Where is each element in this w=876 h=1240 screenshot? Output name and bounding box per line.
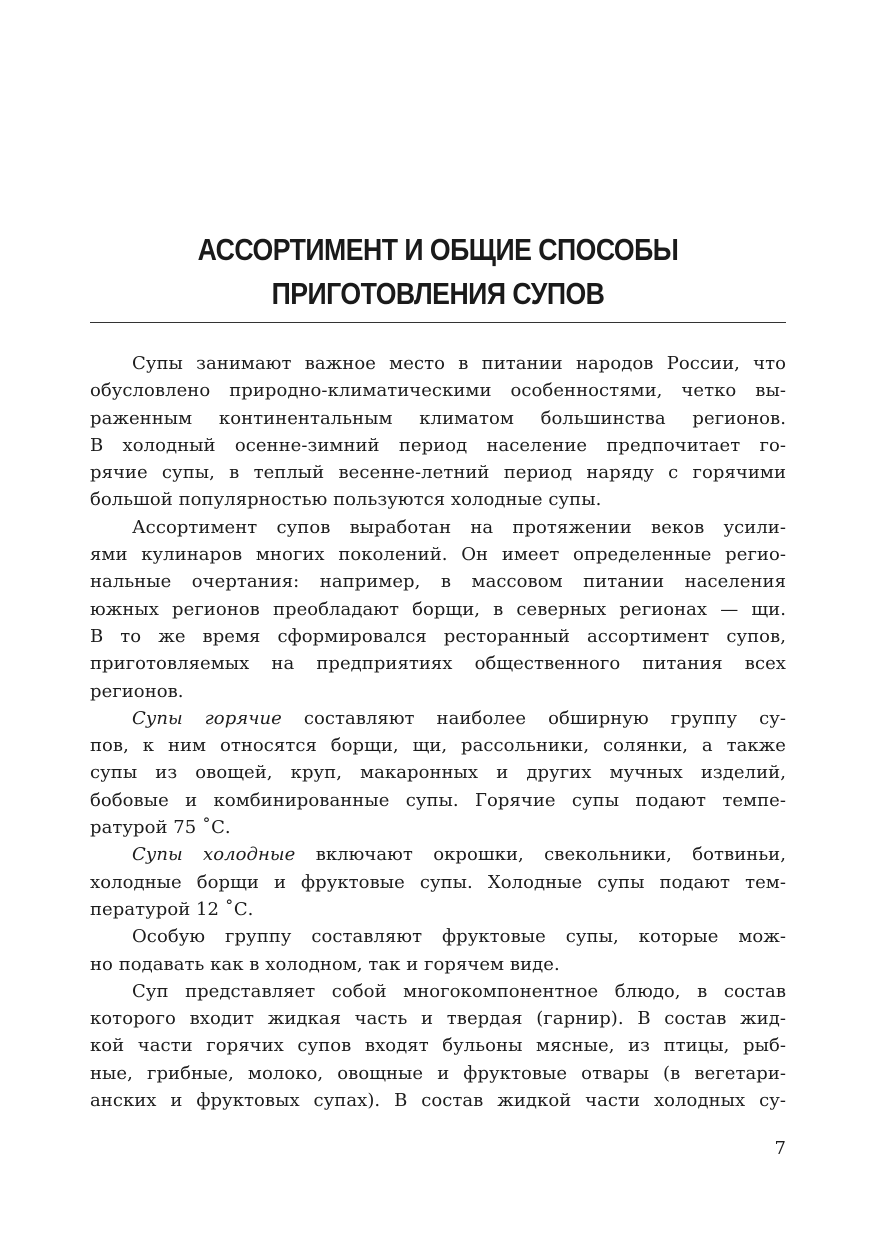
text-line: раженным континентальным климатом большинства регионов. (90, 407, 786, 429)
paragraph-5 (90, 923, 786, 978)
chapter-title-line-2: ПРИГОТОВЛЕНИЯ СУПОВ (271, 276, 605, 311)
text-line: обусловлено природно-климатическими особенностями, четко вы- (90, 380, 786, 402)
paragraph-2 (90, 514, 786, 705)
text-line: Ассортимент супов выработан на протяжении веков усили- (132, 516, 786, 538)
text-line: пературой 12 ˚С. (90, 898, 254, 920)
text-line: которого входит жидкая часть и твердая (гарнир). В состав жид- (90, 1008, 786, 1030)
text-line: Суп представляет собой многокомпонентное блюдо, в состав (132, 980, 786, 1002)
text-line: регионов. (90, 680, 184, 702)
text-line: ями кулинаров многих поколений. Он имеет определенные регио- (90, 544, 786, 566)
text-line (90, 705, 786, 732)
text-line (90, 841, 786, 868)
text-line: приготовляемых на предприятиях общественного питания всех (90, 653, 786, 675)
text-line: Особую группу составляют фруктовые супы, которые мож- (132, 926, 786, 948)
text-fragment: включают окрошки, свекольники, ботвиньи, (295, 844, 787, 866)
paragraph-6 (90, 978, 786, 1114)
chapter-title-line-1: АССОРТИМЕНТ И ОБЩИЕ СПОСОБЫ (197, 232, 679, 267)
text-fragment: составляют наиболее обширную группу су- (281, 707, 786, 729)
italic-term: Супы горячие (132, 707, 282, 729)
text-line: ные, грибные, молоко, овощные и фруктовые отвары (в вегетари- (90, 1062, 786, 1084)
text-line: В то же время сформировался ресторанный ассортимент супов, (90, 625, 786, 647)
paragraph-4 (90, 841, 786, 923)
italic-term: Супы холодные (132, 844, 296, 866)
text-line: супы из овощей, круп, макаронных и других мучных изделий, (90, 762, 786, 784)
page-number: 7 (774, 1138, 786, 1159)
text-line: большой популярностью пользуются холодные супы. (90, 489, 602, 511)
text-line: холодные борщи и фруктовые супы. Холодные супы подают тем- (90, 871, 786, 893)
text-line: рячие супы, в теплый весенне-летний период наряду с горячими (90, 462, 786, 484)
paragraph-3 (90, 705, 786, 841)
text-line: анских и фруктовых супах). В состав жидкой части холодных су- (90, 1090, 786, 1112)
text-line: кой части горячих супов входят бульоны мясные, из птицы, рыб- (90, 1035, 786, 1057)
body-text (90, 350, 786, 1114)
text-line: южных регионов преобладают борщи, в северных регионах — щи. (90, 598, 786, 620)
text-line: нальные очертания: например, в массовом питании населения (90, 571, 786, 593)
text-line: Супы занимают важное место в питании народов России, что (132, 353, 786, 374)
chapter-title (139, 228, 738, 316)
text-line: ратурой 75 ˚С. (90, 817, 231, 839)
text-line: пов, к ним относятся борщи, щи, рассольники, солянки, а также (90, 735, 786, 757)
paragraph-1 (90, 350, 786, 514)
text-line: В холодный осенне-зимний период население предпочитает го- (90, 434, 786, 456)
title-underline (90, 322, 786, 323)
text-line: но подавать как в холодном, так и горячем виде. (90, 953, 560, 975)
text-line: бобовые и комбинированные супы. Горячие супы подают темпе- (90, 789, 786, 811)
